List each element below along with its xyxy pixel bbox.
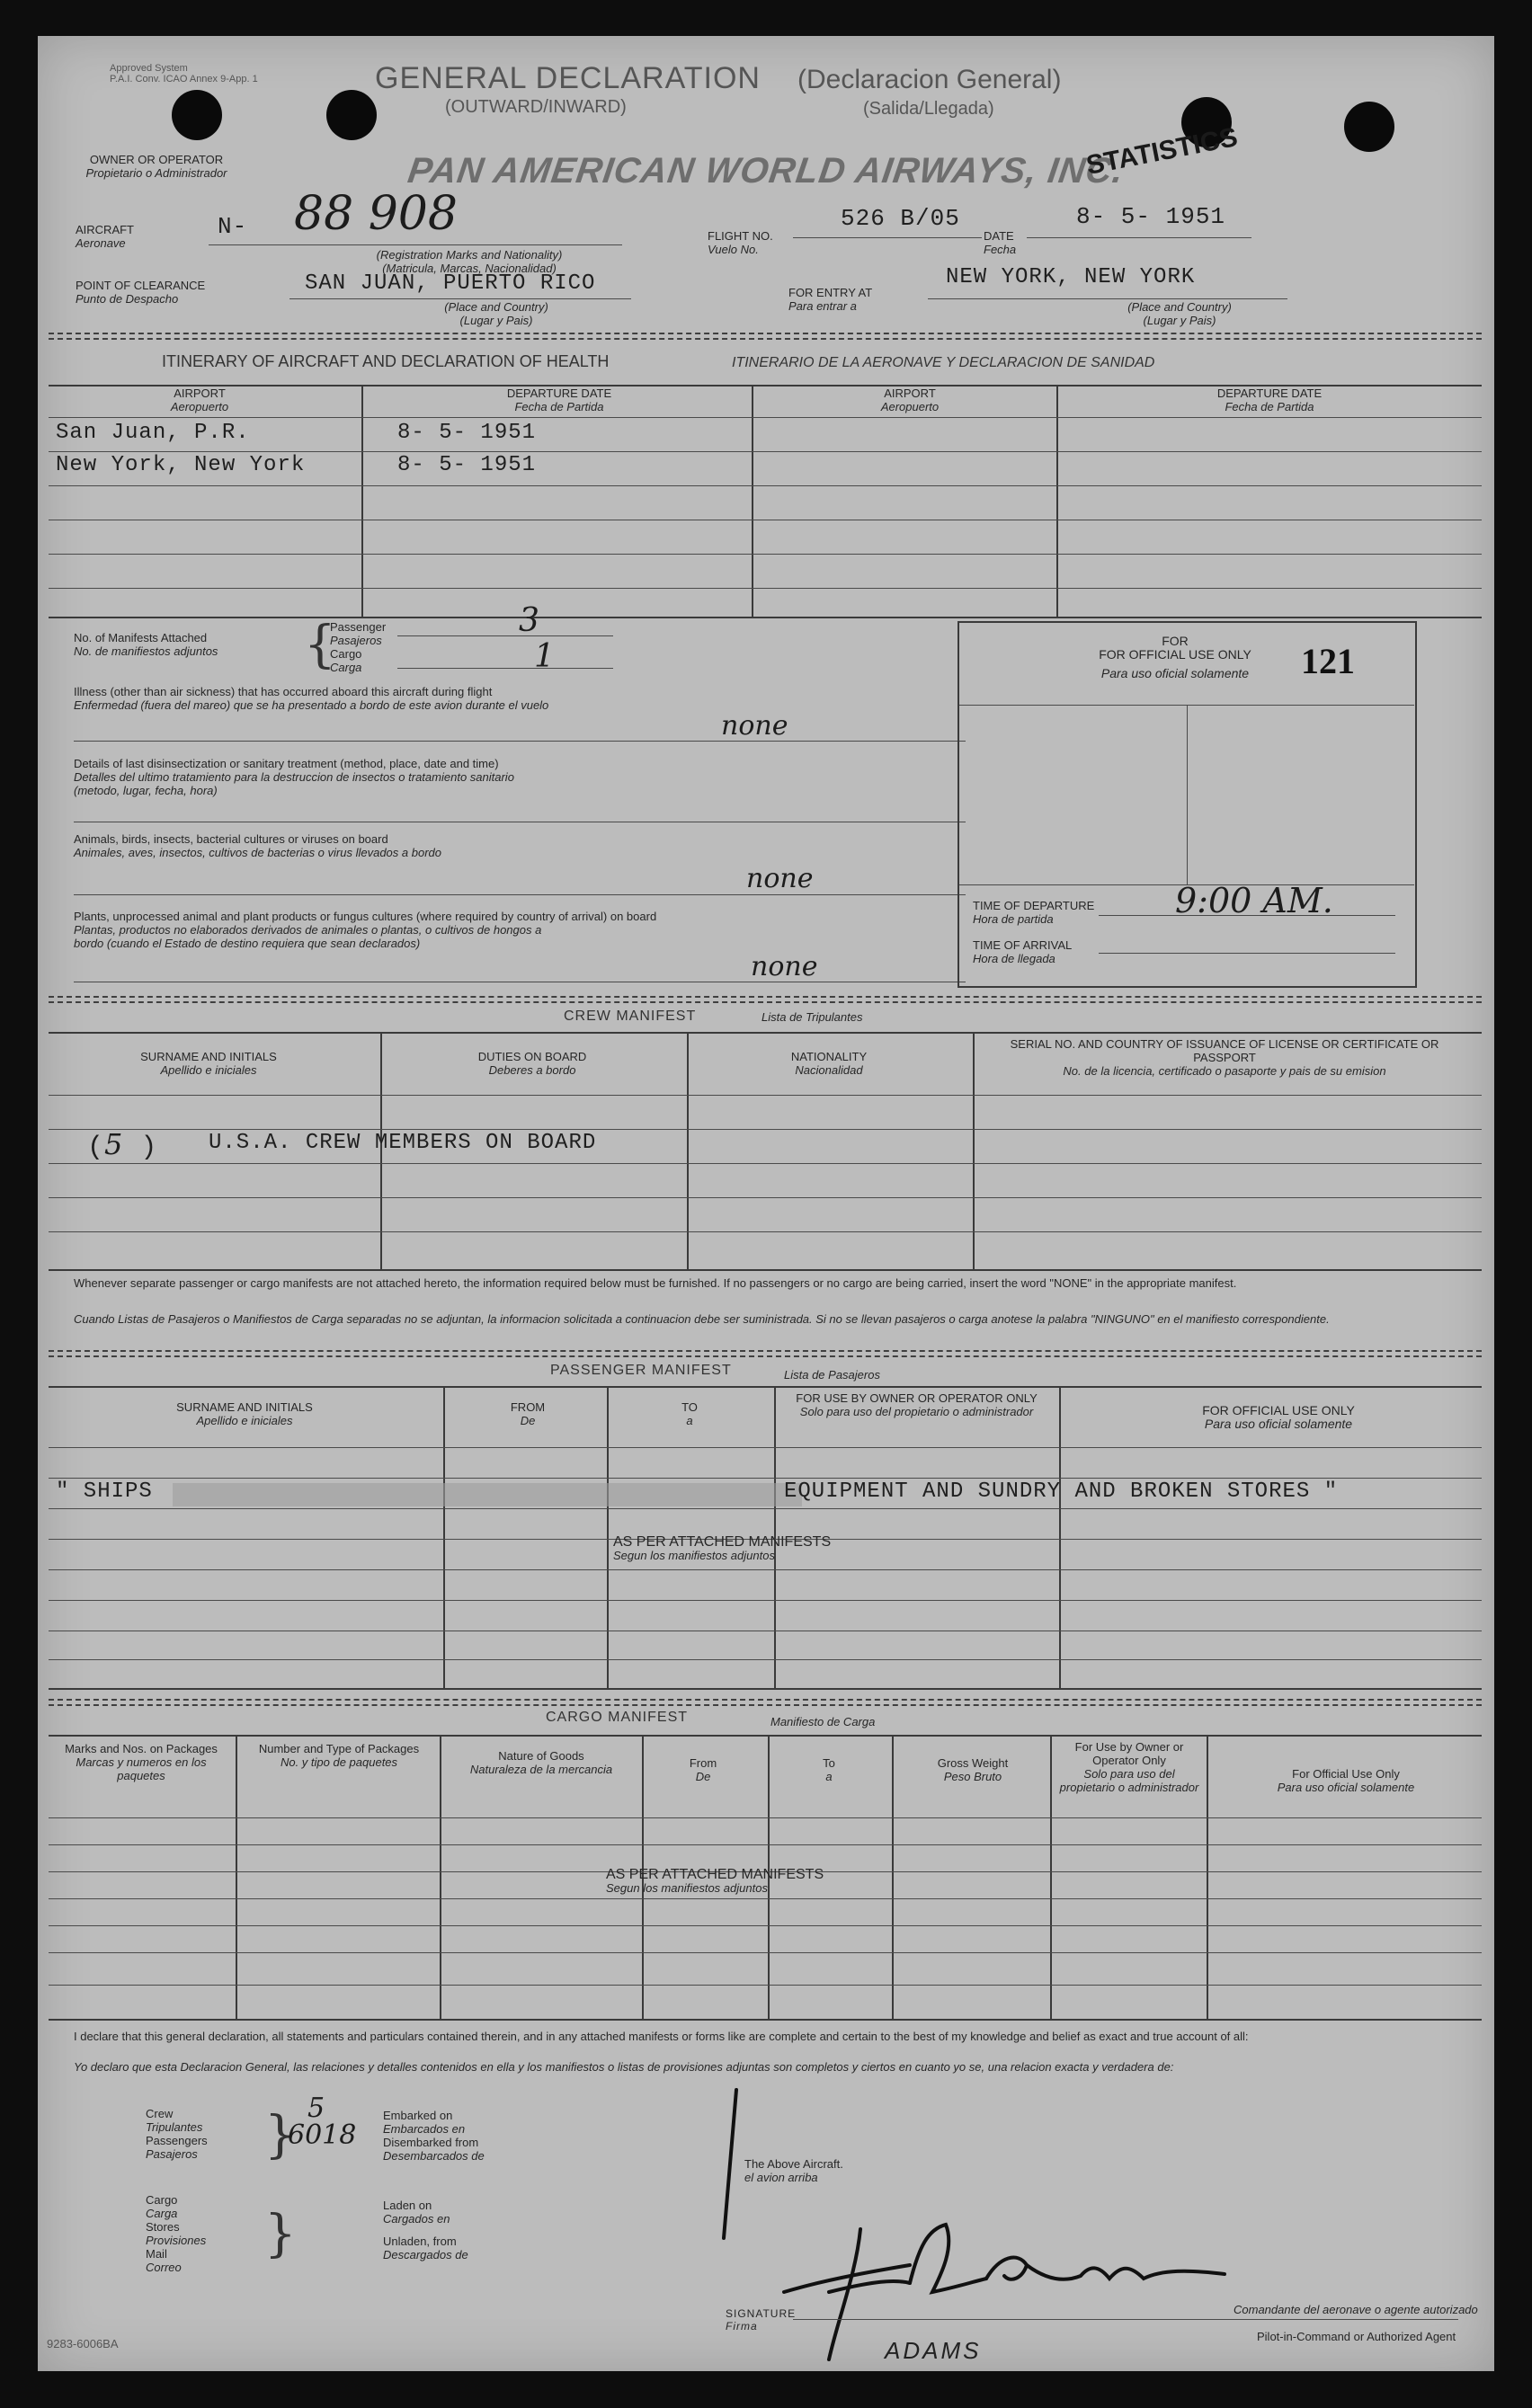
- printed-name: ADAMS: [885, 2337, 982, 2364]
- decl-mail-label-es: Correo: [146, 2261, 182, 2274]
- itinerary-title-es: ITINERARIO DE LA AERONAVE Y DECLARACION DE SANIDAD: [732, 355, 1155, 370]
- entry-caption-es: (Lugar y Pais): [1143, 314, 1216, 327]
- date-label-es: Fecha: [984, 243, 1017, 256]
- itinerary-row-date: [397, 421, 536, 445]
- cargo-col-official-es: Para uso oficial solamente: [1277, 1781, 1415, 1794]
- itin-col-airport-2: [820, 387, 1000, 413]
- laden-label: Laden on: [383, 2199, 432, 2212]
- above-aircraft-es: el avion arriba: [744, 2171, 818, 2184]
- manifests-label: [74, 631, 218, 658]
- disinsect-label: [74, 757, 514, 797]
- crew-entry: (5 ): [87, 1127, 158, 1163]
- commander-label-en: Pilot-in-Command or Authorized Agent: [1257, 2330, 1456, 2343]
- decl-passengers-label-es: Pasajeros: [146, 2147, 198, 2161]
- cargo-manifest-count: 1: [534, 638, 555, 675]
- entry-value: NEW YORK, NEW YORK: [946, 265, 1196, 289]
- entry-label-en: FOR ENTRY AT: [788, 286, 873, 299]
- cargo-per-manifest-en: AS PER ATTACHED MANIFESTS: [606, 1867, 824, 1882]
- unladen-label: Unladen, from: [383, 2235, 457, 2248]
- manifests-label-es: No. de manifiestos adjuntos: [74, 644, 218, 658]
- itin-col-departure: [433, 387, 685, 413]
- passenger-per-manifest-en: AS PER ATTACHED MANIFESTS: [613, 1534, 832, 1550]
- arrival-time-label-es: Hora de llegada: [973, 952, 1055, 965]
- plants-label: [74, 910, 656, 950]
- animals-label: [74, 832, 441, 859]
- crew-col-serial: [991, 1037, 1458, 1078]
- itin-col-departure-es: Fecha de Partida: [514, 400, 604, 413]
- illness-label: [74, 685, 548, 712]
- cargo-col-from-en: From: [689, 1756, 717, 1770]
- departure-time-value: 9:00 AM.: [1175, 881, 1333, 920]
- itinerary-title-en: ITINERARY OF AIRCRAFT AND DECLARATION OF HEALTH: [162, 352, 610, 370]
- notice-en: Whenever separate passenger or cargo manifests are not attached hereto, the information required below must be furnished. If no passengers or no cargo are being carried, insert the word "NONE" in the appropriate manifest.: [74, 1276, 1237, 1290]
- above-aircraft-en: The Above Aircraft.: [744, 2157, 843, 2171]
- decl-stores-label: Stores: [146, 2220, 180, 2234]
- itin-col-airport-es: Aeropuerto: [170, 400, 229, 413]
- above-aircraft: [744, 2157, 843, 2184]
- clearance-caption-es: (Lugar y Pais): [459, 314, 533, 327]
- itin-col-departure-2-es: Fecha de Partida: [1225, 400, 1314, 413]
- pass-col-to: [640, 1400, 739, 1427]
- crew-col-serial-en: SERIAL NO. AND COUNTRY OF ISSUANCE OF LICENSE OR CERTIFICATE OR PASSPORT: [1010, 1037, 1439, 1064]
- redaction-mark: [173, 1483, 802, 1506]
- cargo-col-owner-es: Solo para uso del propietario o administrador: [1059, 1767, 1199, 1794]
- animals-label-es: Animales, aves, insectos, cultivos de bacterias o virus llevados a bordo: [74, 846, 441, 859]
- embark-labels: [383, 2109, 485, 2163]
- itinerary-row: [56, 421, 250, 445]
- passenger-per-manifest-es: Segun los manifiestos adjuntos: [613, 1549, 775, 1562]
- cargo-col-weight: [901, 1756, 1045, 1783]
- brace-icon: }: [264, 2205, 297, 2263]
- aircraft-label-es: Aeronave: [76, 236, 126, 250]
- pass-col-official-en: FOR OFFICIAL USE ONLY: [1202, 1403, 1355, 1417]
- cargo-col-owner: [1057, 1740, 1201, 1794]
- cargo-title-en: CARGO MANIFEST: [546, 1710, 689, 1725]
- signature-label-en: SIGNATURE: [726, 2307, 797, 2320]
- flight-number: 526 B/05: [841, 205, 960, 232]
- date-label: [984, 229, 1016, 256]
- disembarked-label: Disembarked from: [383, 2136, 479, 2149]
- crew-title-en: CREW MANIFEST: [564, 1009, 697, 1024]
- plants-label-es: Plantas, productos no elaborados derivados de animales o plantas, o cultivos de hongos a: [74, 923, 542, 937]
- pass-col-owner: [788, 1391, 1045, 1418]
- cargo-col-marks: [56, 1742, 227, 1782]
- itin-col-airport: [110, 387, 289, 413]
- passenger-manifest-count: 3: [519, 602, 539, 639]
- crew-entry-text: U.S.A. CREW MEMBERS ON BOARD: [209, 1131, 597, 1155]
- approved-system: [110, 63, 258, 84]
- cargo-col-nature: [451, 1749, 631, 1776]
- cargo-col-packages-en: Number and Type of Packages: [258, 1742, 420, 1755]
- pass-col-owner-es: Solo para uso del propietario o administrador: [799, 1405, 1034, 1418]
- cargo-col-nature-es: Naturaleza de la mercancia: [469, 1763, 613, 1776]
- manifest-types: [330, 620, 386, 674]
- crew-col-serial-es: No. de la licencia, certificado o pasaporte y pais de su emision: [1063, 1064, 1386, 1078]
- clearance-value: SAN JUAN, PUERTO RICO: [305, 271, 596, 296]
- pass-col-surname-en: SURNAME AND INITIALS: [176, 1400, 313, 1414]
- entry-label-es: Para entrar a: [788, 299, 857, 313]
- flight-label-en: FLIGHT NO.: [708, 229, 773, 243]
- decl-crew-label-es: Tripulantes: [146, 2120, 203, 2134]
- crew-col-duties-es: Deberes a bordo: [488, 1063, 576, 1077]
- cargo-col-packages: [254, 1742, 424, 1769]
- pass-col-official: [1117, 1404, 1440, 1431]
- departure-time-label: [973, 899, 1094, 926]
- cargo-per-manifest: [606, 1868, 824, 1895]
- entry-caption-en: (Place and Country): [1127, 300, 1232, 314]
- cargo-col-to: [775, 1756, 883, 1783]
- passenger-type-label-es: Pasajeros: [330, 634, 382, 647]
- crew-col-nationality: [721, 1050, 937, 1077]
- declaration-es: Yo declaro que esta Declaracion General, las relaciones y detalles contenidos en ella y los manifiestos o listas de provisiones adjuntas son completos y ciertos en cuanto yo se, una relacion exacta y verdadera de:: [74, 2060, 1174, 2074]
- crew-col-duties-en: DUTIES ON BOARD: [477, 1050, 587, 1063]
- clearance-label-es: Punto de Despacho: [76, 292, 179, 306]
- flight-date: 8- 5- 1951: [1076, 203, 1226, 230]
- official-label-es: Para uso oficial solamente: [1100, 666, 1250, 680]
- pass-col-from: [478, 1400, 577, 1427]
- passenger-title-en: PASSENGER MANIFEST: [550, 1363, 732, 1378]
- illness-value: none: [721, 710, 788, 742]
- statistics-stamp: STATISTICS: [1083, 122, 1241, 182]
- direction-en: (OUTWARD/INWARD): [445, 97, 627, 117]
- decl-crew-label: Crew: [146, 2107, 174, 2120]
- disinsect-label-es2: (metodo, lugar, fecha, hora): [74, 784, 218, 797]
- brace-icon: }: [264, 2106, 297, 2164]
- crew-col-nationality-es: Nacionalidad: [795, 1063, 863, 1077]
- signature-label: [726, 2307, 796, 2332]
- cargo-col-official-en: For Official Use Only: [1292, 1767, 1400, 1781]
- pass-col-from-en: FROM: [510, 1400, 546, 1414]
- departure-time-label-en: TIME OF DEPARTURE: [973, 899, 1095, 912]
- owner-label-es: Propietario o Administrador: [85, 166, 227, 180]
- commander-label-es: Comandante del aeronave o agente autorizado: [1234, 2303, 1478, 2316]
- plants-label-es2: bordo (cuando el Estado de destino requiera que sean declarados): [74, 937, 421, 950]
- clearance-caption-en: (Place and Country): [444, 300, 548, 314]
- decl-stores-label-es: Provisiones: [146, 2234, 207, 2247]
- itinerary-row: [56, 453, 305, 477]
- declaration-en: I declare that this general declaration, all statements and particulars contained therein, and in any attached manifests or forms like are complete and certain to the best of my knowledge and belief as exact and true account of all:: [74, 2030, 1249, 2043]
- decl-cargo-label: Cargo: [146, 2193, 178, 2207]
- owner-label-en: OWNER OR OPERATOR: [89, 153, 224, 166]
- embarked-label: Embarked on: [383, 2109, 453, 2122]
- clearance-caption: [415, 300, 577, 327]
- owner-label: [85, 153, 228, 180]
- official-label-en: FOR OFFICIAL USE ONLY: [1099, 647, 1251, 662]
- disinsect-label-en: Details of last disinsectization or sanitary treatment (method, place, date and time): [74, 757, 499, 770]
- pass-col-surname-es: Apellido e iniciales: [196, 1414, 293, 1427]
- itin-col-departure-2: [1144, 387, 1395, 413]
- laden-labels: [383, 2199, 468, 2261]
- crew-title-es: Lista de Tripulantes: [762, 1010, 863, 1024]
- itin-col-departure-en: DEPARTURE DATE: [506, 387, 612, 400]
- cargo-title-es: Manifiesto de Carga: [770, 1715, 876, 1728]
- pass-col-to-es: a: [686, 1414, 693, 1427]
- itin-date: 8- 5- 1951: [397, 453, 537, 477]
- pass-col-official-es: Para uso oficial solamente: [1204, 1417, 1353, 1431]
- flight-label: [708, 229, 773, 256]
- crew-col-duties: [415, 1050, 649, 1077]
- flight-label-es: Vuelo No.: [708, 243, 759, 256]
- cargo-stores-labels: [146, 2193, 206, 2274]
- passenger-title-es: Lista de Pasajeros: [784, 1368, 880, 1382]
- illness-label-es: Enfermedad (fuera del mareo) que se ha presentado a bordo de este avion durante el vuelo: [74, 698, 549, 712]
- itinerary-row-date: [397, 453, 536, 477]
- manifests-label-en: No. of Manifests Attached: [74, 631, 208, 644]
- aircraft-label: [76, 223, 134, 250]
- official-label: FOR FOR OFFICIAL USE ONLY Para uso oficial solamente: [1063, 635, 1287, 680]
- aircraft-number: 88 908: [294, 187, 458, 241]
- cargo-col-marks-es: Marcas y numeros en los paquetes: [76, 1755, 207, 1782]
- crew-col-surname-en: SURNAME AND INITIALS: [140, 1050, 277, 1063]
- decl-passengers-label: Passengers: [146, 2134, 208, 2147]
- cargo-col-from-es: De: [695, 1770, 711, 1783]
- animals-value: none: [746, 863, 814, 894]
- cargo-col-to-es: a: [825, 1770, 833, 1783]
- cargo-type-label: Cargo: [330, 647, 362, 661]
- cargo-col-owner-en: For Use by Owner or Operator Only: [1074, 1740, 1184, 1767]
- pass-col-surname: [128, 1400, 361, 1427]
- approved-ref: P.A.I. Conv. ICAO Annex 9-App. 1: [110, 74, 258, 84]
- cargo-col-nature-en: Nature of Goods: [498, 1749, 584, 1763]
- passenger-entry-right: EQUIPMENT AND SUNDRY AND BROKEN STORES ": [784, 1479, 1339, 1504]
- direction-es: (Salida/Llegada): [863, 99, 994, 119]
- crew-col-surname: [92, 1050, 325, 1077]
- decl-mail-label: Mail: [146, 2247, 167, 2261]
- cargo-col-weight-en: Gross Weight: [937, 1756, 1009, 1770]
- brace-icon: {: [304, 616, 336, 674]
- passenger-entry-left: " SHIPS: [56, 1479, 153, 1504]
- itin-col-airport-2-es: Aeropuerto: [880, 400, 940, 413]
- entry-caption: [1099, 300, 1260, 327]
- passenger-per-manifest: [613, 1535, 831, 1562]
- date-label-en: DATE: [984, 229, 1014, 243]
- cargo-col-from: [649, 1756, 757, 1783]
- decl-passenger-count: 6018: [288, 2119, 357, 2151]
- itin-airport: New York, New York: [56, 453, 306, 477]
- arrival-time-label-en: TIME OF ARRIVAL: [973, 938, 1073, 952]
- disembarked-label-es: Desembarcados de: [383, 2149, 485, 2163]
- itin-col-airport-2-en: AIRPORT: [884, 387, 936, 400]
- crew-count: 5: [104, 1127, 124, 1161]
- cargo-col-official: [1216, 1767, 1476, 1794]
- aircraft-caption-en: (Registration Marks and Nationality): [376, 248, 563, 262]
- punch-hole: [172, 90, 222, 140]
- pass-col-from-es: De: [520, 1414, 536, 1427]
- official-number: 121: [1301, 641, 1355, 681]
- pass-col-owner-en: FOR USE BY OWNER OR OPERATOR ONLY: [796, 1391, 1038, 1405]
- unladen-label-es: Descargados de: [383, 2248, 468, 2261]
- cargo-col-marks-en: Marks and Nos. on Packages: [65, 1742, 218, 1755]
- aircraft-prefix: N-: [218, 213, 248, 240]
- cargo-type-label-es: Carga: [330, 661, 362, 674]
- notice-es: Cuando Listas de Pasajeros o Manifiestos de Carga separadas no se adjuntan, la informacion solicitada a continuacion debe ser suministrada. Si no se llevan pasajeros o carga anotese la palabra "NINGUNO" en el manifiesto correspondiente.: [74, 1312, 1330, 1326]
- title-en: GENERAL DECLARATION: [375, 61, 761, 95]
- title-es: (Declaracion General): [797, 65, 1062, 94]
- owner-value: PAN AMERICAN WORLD AIRWAYS, INC.: [405, 151, 1127, 191]
- disinsect-label-es: Detalles del ultimo tratamiento para la destruccion de insectos o tratamiento sanitario: [74, 770, 514, 784]
- punch-hole: [326, 90, 377, 140]
- signature-label-es: Firma: [726, 2320, 758, 2332]
- itin-date: 8- 5- 1951: [397, 421, 537, 445]
- animals-label-en: Animals, birds, insects, bacterial cultures or viruses on board: [74, 832, 388, 846]
- signature: [775, 2193, 1243, 2364]
- crew-col-surname-es: Apellido e iniciales: [160, 1063, 257, 1077]
- plants-value: none: [751, 951, 818, 982]
- entry-label: [788, 286, 872, 313]
- passenger-type-label: Passenger: [330, 620, 387, 634]
- arrival-time-label: [973, 938, 1072, 965]
- clearance-label: [76, 279, 205, 306]
- decl-crew-count: 5: [307, 2093, 325, 2124]
- cargo-col-packages-es: No. y tipo de paquetes: [280, 1755, 398, 1769]
- cargo-col-weight-es: Peso Bruto: [943, 1770, 1002, 1783]
- clearance-label-en: POINT OF CLEARANCE: [76, 279, 206, 292]
- crew-passenger-labels: [146, 2107, 208, 2161]
- itin-airport: San Juan, P.R.: [56, 421, 250, 445]
- crew-col-nationality-en: NATIONALITY: [790, 1050, 868, 1063]
- cargo-col-to-en: To: [823, 1756, 835, 1770]
- declaration-form: [38, 36, 1494, 2371]
- departure-time-label-es: Hora de partida: [973, 912, 1054, 926]
- aircraft-label-en: AIRCRAFT: [76, 223, 134, 236]
- aircraft-caption-es: (Matricula, Marcas, Nacionalidad): [382, 262, 557, 275]
- embarked-label-es: Embarcados en: [383, 2122, 466, 2136]
- cargo-per-manifest-es: Segun los manifiestos adjuntos: [606, 1881, 768, 1895]
- laden-label-es: Cargados en: [383, 2212, 450, 2226]
- illness-label-en: Illness (other than air sickness) that has occurred aboard this aircraft during flight: [74, 685, 493, 698]
- itin-col-airport-en: AIRPORT: [174, 387, 226, 400]
- itin-col-departure-2-en: DEPARTURE DATE: [1216, 387, 1323, 400]
- form-code: 9283-6006BA: [47, 2337, 119, 2350]
- pass-col-to-en: TO: [681, 1400, 698, 1414]
- decl-cargo-label-es: Carga: [146, 2207, 178, 2220]
- hand-stroke: [717, 2085, 753, 2247]
- plants-label-en: Plants, unprocessed animal and plant products or fungus cultures (where required by country of arrival) on board: [74, 910, 657, 923]
- punch-hole: [1344, 102, 1394, 152]
- approved-system-label: Approved System: [110, 63, 188, 74]
